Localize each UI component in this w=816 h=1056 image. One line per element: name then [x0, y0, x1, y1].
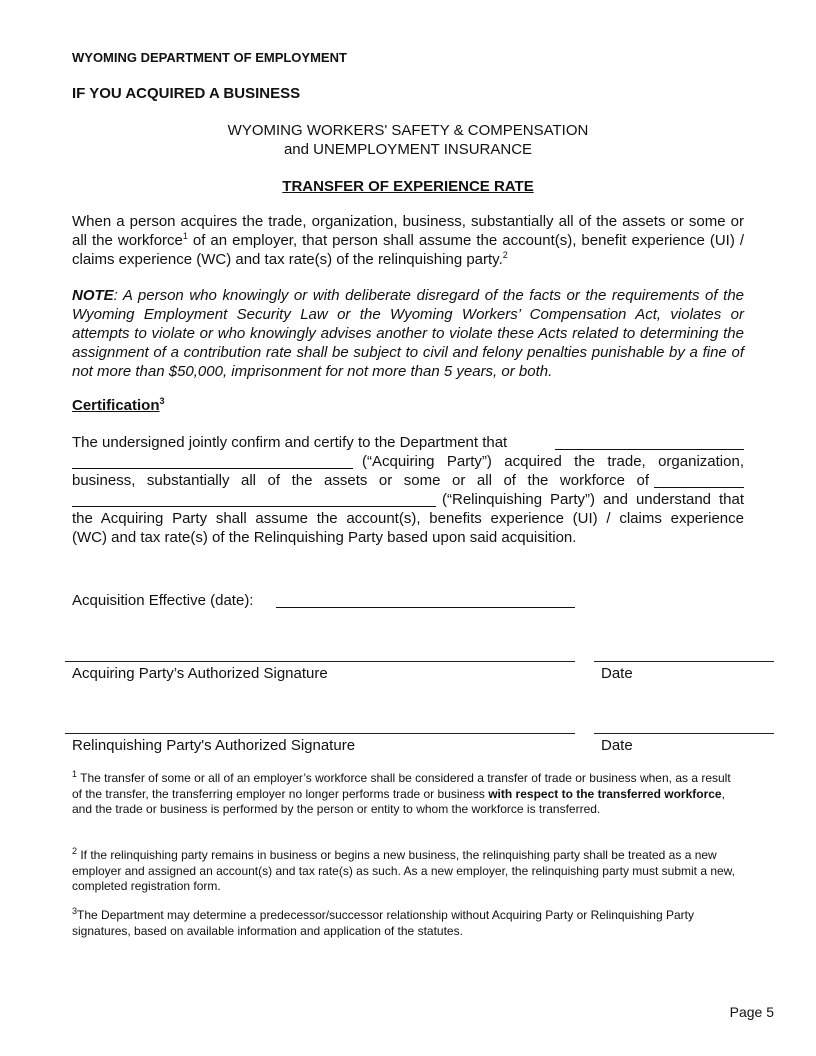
certification-heading — [72, 396, 165, 415]
acquiring-signature-line[interactable] — [65, 661, 575, 662]
relinquishing-signature-label: Relinquishing Party's Authorized Signature — [72, 737, 356, 754]
footnote-1 — [72, 771, 744, 818]
footnote-ref-3: 3 — [159, 396, 165, 406]
footnote-3 — [72, 908, 744, 939]
footnote-2-text: If the relinquishing party remains in business or begins a new business, the relinquishing party shall be treated as a new employer and assigned an account(s) and tax rate(s) as such. As a new employer, the relinquishing party must submit a new, completed registration form. — [72, 848, 736, 893]
effective-date-field[interactable] — [276, 607, 575, 608]
footnote-1-bold-text: with respect to the transferred workforce — [488, 786, 722, 801]
agency-line-2: and UNEMPLOYMENT INSURANCE — [283, 141, 533, 158]
acquiring-party-blank[interactable] — [72, 468, 353, 469]
certification-heading-text: Certification — [72, 397, 160, 414]
form-title-text: TRANSFER OF EXPERIENCE RATE — [282, 178, 534, 195]
cert-line-4: (“Relinquishing Party”) and understand that — [442, 491, 744, 508]
intro-paragraph — [72, 212, 744, 269]
footnote-3-text: The Department may determine a predecessor/successor relationship without Acquiring Party or Relinquishing Party signatures, based on available information and application of the statutes. — [72, 908, 694, 938]
footnote-2 — [72, 848, 744, 895]
intro-text-2: of an employer, that person shall assume the account(s), benefit experience (UI) / claims experience (WC) and tax rate(s) of the relinquishing party. — [72, 232, 745, 268]
note-paragraph — [72, 286, 744, 381]
acquiring-date-line[interactable] — [594, 661, 774, 662]
acquiring-date-label: Date — [601, 665, 633, 682]
footnote-1-text-a: The transfer of some or all of an employer’s workforce shall be considered a transfer of trade or business when, as a result of the transfer, the transferring employer no longer performs trade or business — [72, 771, 731, 801]
effective-date-label: Acquisition Effective (date): — [72, 592, 254, 609]
footnote-1-number: 1 — [72, 769, 78, 779]
intro-text-1: When a person acquires the trade, organization, business, substantially all of the assets or some or all the workforce — [72, 213, 744, 249]
relinquishing-date-label: Date — [601, 737, 633, 754]
footnote-1-text-b: , and the trade or business is performed by the person or entity to whom the workforce is transferred. — [72, 786, 725, 816]
relinquishing-signature-line[interactable] — [65, 733, 575, 734]
department-name: WYOMING DEPARTMENT OF EMPLOYMENT — [72, 50, 347, 65]
relinquishing-party-blank[interactable] — [72, 506, 436, 507]
acquiring-signature-label: Acquiring Party’s Authorized Signature — [72, 665, 328, 682]
section-heading: IF YOU ACQUIRED A BUSINESS — [72, 85, 301, 102]
relinquishing-date-line[interactable] — [594, 733, 774, 734]
department-name-blank[interactable] — [555, 449, 744, 450]
workforce-of-blank[interactable] — [654, 487, 744, 488]
cert-line-5: the Acquiring Party shall assume the account(s), benefits experience (UI) / claims experience — [72, 510, 744, 527]
footnote-ref-1: 1 — [182, 231, 188, 241]
form-title — [72, 177, 744, 196]
note-text: : A person who knowingly or with deliberate disregard of the facts or the requirements of the Wyoming Employment Security Law or the Wyoming Workers’ Compensation Act, violates or attempts to violate or who knowingly advises another to violate these Acts related to determining the assignment of a contribution rate shall be subject to civil and felony penalties punishable by a fine of not more than $50,000, imprisonment for not more than 5 years, or both. — [72, 287, 744, 380]
page-number: Page 5 — [729, 1004, 774, 1020]
cert-line-2: (“Acquiring Party”) acquired the trade, organization, — [362, 453, 744, 470]
cert-line-3: business, substantially all of the assets or some or all of the workforce of — [72, 472, 649, 489]
agency-line-1: WYOMING WORKERS' SAFETY & COMPENSATION — [227, 122, 589, 139]
cert-line-6: (WC) and tax rate(s) of the Relinquishing Party based upon said acquisition. — [72, 529, 577, 546]
cert-line-1-row — [72, 433, 744, 452]
footnote-3-number: 3 — [72, 906, 78, 916]
cert-line-1: The undersigned jointly confirm and certify to the Department that — [72, 434, 508, 451]
footnote-2-number: 2 — [72, 846, 78, 856]
note-label: NOTE — [72, 287, 114, 304]
footnote-ref-2: 2 — [502, 250, 508, 260]
